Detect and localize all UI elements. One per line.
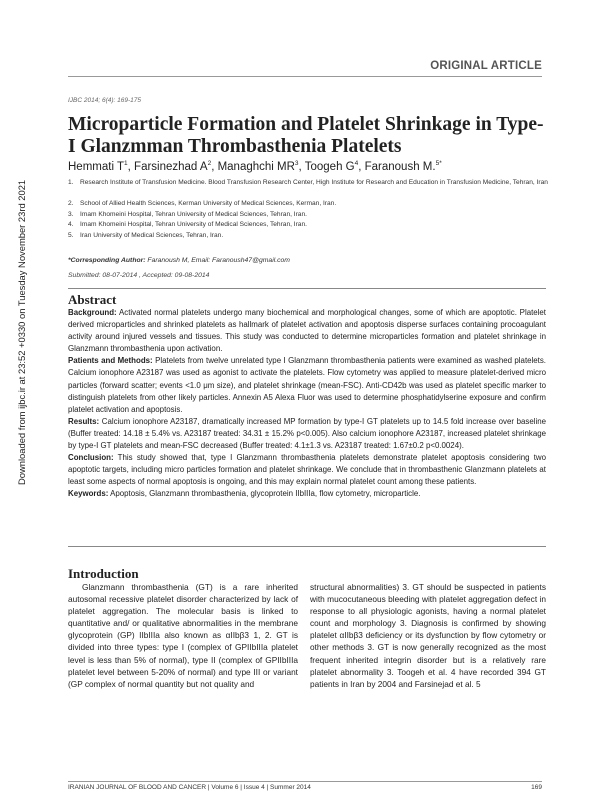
author: Hemmati $T^1$, [68, 160, 135, 173]
author: Managhchi $MR^3$, [217, 160, 305, 173]
abstract-body [68, 307, 546, 501]
submission-dates: Submitted: 08-07-2014 , Accepted: 09-08-2014 [68, 272, 210, 279]
author: Farsinezhad $A^2$, [134, 160, 218, 173]
affiliation: 3. Imam Khomeini Hospital, Tehran University of Medical Sciences, Tehran, Iran. [68, 210, 307, 218]
affiliation: 2. School of Allied Health Sciences, Kerman University of Medical Sciences, Kerman, Iran. [68, 200, 337, 207]
article-type-label: ORIGINAL ARTICLE [430, 60, 542, 72]
header-rule [68, 76, 542, 77]
author-list [68, 160, 442, 173]
affiliation: 4. Imam Khomeini Hospital, Tehran University of Medical Sciences, Tehran, Iran. [68, 221, 307, 228]
abstract-methods: Patients and Methods: Platelets from twelve unrelated type I Glanzmann thrombasthenia patients were examined as washed platelets. Calcium ionophore A23187 was used as agonist to activate the platelets. Flow cytometry was applied to measure platelet-derived micro particles (forward scatter; events <1.0 μm size), and platelet shrinkage (mean-FSC). Anti-CD42b was used as platelet specific marker to distinguish platelets from other likely particles. Annexin A5 Alexa Fluor was used to determine phosphatidylserine exposure and confirm platelet activation and apoptosis. [68, 356, 546, 414]
page-number: 169 [531, 784, 542, 791]
paper-title: Microparticle Formation and Platelet Shrinkage in Type-I Glanzmman Thrombasthenia Platelets [68, 114, 544, 157]
abstract-background: Background: Activated normal platelets undergo many biochemical and morphological changes, some of which are apoptotic. Platelet derived microparticles and shrinked platelets as hallmark of platelet activation and apoptosis disperse surfaces containing procoagulant activity around injured vessels and tissues. This study was conducted to determine microparticles formation and platelet shrinkage in Glanzmann thrombasthenia upon activation. [68, 308, 546, 354]
affiliation: 5. Iran University of Medical Sciences, Tehran, Iran. [68, 231, 224, 239]
affiliation: 1. Research Institute of Transfusion Medicine. Blood Transfusion Research Center, High Institute for Research and Education in Transfusion Medicine, Tehran, Iran [68, 179, 548, 186]
author: Faranoush M.$^{5*}$ [364, 160, 442, 173]
abstract-rule [68, 288, 546, 289]
keywords: Keywords: Apoptosis, Glanzmann thrombasthenia, glycoprotein IIbIIIa, flow cytometry, microparticle. [68, 489, 421, 499]
journal-footer: IRANIAN JOURNAL OF BLOOD AND CANCER | Volume 6 | Issue 4 | Summer 2014 [68, 784, 311, 791]
author: Toogeh $G^4$, [304, 160, 365, 173]
abstract-heading: Abstract [68, 292, 117, 307]
intro-left-column: Glanzmann thrombasthenia (GT) is a rare inherited autosomal recessive platelet disorder characterized by lack of platelet aggregation. The molecular basis is linked to quantitative and/ or qualitative abnormalities in the membrane glycoprotein (GP) IIbIIIa also known as αIIbβ3 1, 2. GT is divided into three types: type I (complex of GPIIbIIIa platelet level is less than 5% of normal), type II (complex of GPIIbIIIa platelet level between 5-20% of normal) and type III or variant (GP complex of normal quantity but not quality and [68, 582, 298, 689]
download-stamp: Downloaded from ijbc.ir at 23:52 +0330 on Tuesday November 23rd 2021 [16, 179, 27, 485]
corresponding-author: *Corresponding Author: Faranoush M, Email: Faranoush47@gmail.com [68, 257, 290, 264]
keywords-rule [68, 546, 546, 547]
intro-right-column: structural abnormalities) 3. GT should be suspected in patients with mucocutaneous bleeding with platelet aggregation defect in response to all physiologic agonists, having a normal platelet count and morphology 3. Diagnosis is confirmed by showing platelet αIIbβ3 deficiency or its dysfunction by flow cytometry or other methods 3. GT is now generally recognized as the most frequent inherited integrin disorder but is a relatively rare platelet abnormality 3. Toogeh et al. 4 have recorded 394 GT patients in Iran by 2004 and Farsinejad et al. 5 [310, 582, 546, 689]
affiliation-list [68, 178, 548, 241]
abstract-conclusion: Conclusion: This study showed that, type I Glanzmann thrombasthenia platelets demonstrate platelet apoptosis considering two apoptotic targets, including micro particles formation and platelet shrinkage. We conclude that in thrombasthenic Glanzmann platelets at least some aspects of normal apoptosis is ongoing, and this may explain normal platelet count among these patients. [68, 453, 546, 487]
footer-rule [68, 781, 542, 782]
introduction-heading: Introduction [68, 566, 139, 581]
journal-citation: IJBC 2014; 6(4): 169-175 [68, 97, 141, 104]
abstract-results: Results: Calcium ionophore A23187, dramatically increased MP formation by type-I GT platelets up to 14.5 fold increase over baseline (Buffer treated: 14.18 ± 5.4% vs. A23187 treated: 34.31 ± 15.2% p<0.005). Also calcium ionophore A23187, increased platelet shrinkage by type-I GT platelets and mean-FSC decreased (Buffer treated: 4.1±1.3 vs. A23187 treated: 1.67±0.2 p<0.0024). [68, 416, 546, 451]
